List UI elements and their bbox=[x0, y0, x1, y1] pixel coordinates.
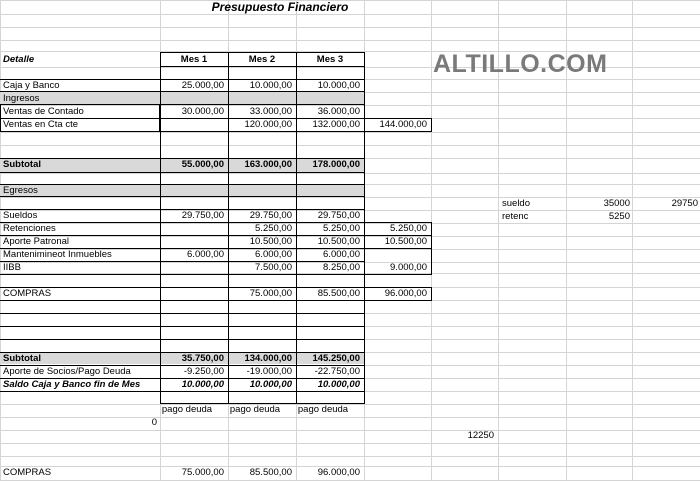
header-mes-3: Mes 3 bbox=[316, 54, 344, 65]
cell-border bbox=[160, 131, 431, 132]
cell-mes-1: -9.250,00 bbox=[183, 366, 224, 377]
zero-value: 0 bbox=[151, 417, 157, 428]
compras-bottom-mes-1: 75.000,00 bbox=[181, 467, 224, 478]
cell-mes-1: 35.750,00 bbox=[181, 353, 224, 364]
sheet-title: Presupuesto Financiero bbox=[211, 0, 349, 14]
cell-border bbox=[0, 391, 364, 392]
row-label: Sueldos bbox=[3, 210, 38, 221]
cell-mes-3: 36.000,00 bbox=[317, 106, 360, 117]
cell-mes-2: 163.000,00 bbox=[244, 159, 292, 170]
cell-mes-1: 6.000,00 bbox=[187, 249, 224, 260]
cell-mes-3: 145.250,00 bbox=[312, 353, 360, 364]
row-label: Egresos bbox=[3, 185, 38, 196]
cell-mes-4: 5.250,00 bbox=[390, 223, 427, 234]
grid-col-line bbox=[0, 0, 1, 480]
cell-mes-3: 5.250,00 bbox=[323, 223, 360, 234]
grid-row-line bbox=[0, 173, 700, 174]
row-label: Mantenimineot Inmuebles bbox=[3, 249, 112, 260]
row-label: Caja y Banco bbox=[3, 80, 60, 91]
cell-border bbox=[0, 172, 364, 173]
row-label: Saldo Caja y Banco fin de Mes bbox=[3, 379, 141, 390]
row-label: IIBB bbox=[3, 262, 21, 273]
row-label: Ventas de Contado bbox=[3, 106, 84, 117]
grid-row-line bbox=[0, 456, 700, 457]
sueldo-value: 35000 bbox=[603, 198, 630, 209]
pago-deuda-1: pago deuda bbox=[161, 404, 213, 415]
grid-row-line bbox=[0, 443, 700, 444]
cell-mes-3: 132.000,00 bbox=[312, 119, 360, 130]
cell-mes-3: 10.000,00 bbox=[317, 379, 360, 390]
retenc-value: 5250 bbox=[608, 211, 630, 222]
grid-row-line bbox=[0, 40, 700, 41]
cell-mes-1: 55.000,00 bbox=[181, 159, 224, 170]
cell-mes-3: 29.750,00 bbox=[317, 210, 360, 221]
row-label: Aporte Patronal bbox=[3, 236, 70, 247]
cell-mes-2: 75.000,00 bbox=[249, 288, 292, 299]
cell-mes-3: 85.500,00 bbox=[317, 288, 360, 299]
grid-row-line bbox=[0, 14, 700, 15]
cell-mes-4: 144.000,00 bbox=[379, 119, 427, 130]
row-shading bbox=[0, 92, 364, 104]
cell-border bbox=[160, 66, 364, 67]
cell-border bbox=[0, 313, 364, 314]
cell-border bbox=[431, 118, 432, 132]
cell-border bbox=[0, 339, 364, 340]
cell-mes-1: 25.000,00 bbox=[181, 80, 224, 91]
retenc-label: retenc bbox=[502, 211, 529, 222]
pago-deuda-3: pago deuda bbox=[297, 404, 349, 415]
cell-mes-2: -19.000,00 bbox=[246, 366, 292, 377]
cell-mes-3: -22.750,00 bbox=[314, 366, 360, 377]
grid-row-line bbox=[0, 145, 700, 146]
compras-bottom-mes-2: 85.500,00 bbox=[249, 467, 292, 478]
row-label: Aporte de Socios/Pago Deuda bbox=[3, 366, 131, 377]
grid-row-line bbox=[0, 27, 700, 28]
cell-mes-2: 5.250,00 bbox=[255, 223, 292, 234]
header-mes-2: Mes 2 bbox=[248, 54, 276, 65]
cell-mes-3: 178.000,00 bbox=[312, 159, 360, 170]
cell-mes-4: 10.500,00 bbox=[384, 236, 427, 247]
cell-border bbox=[0, 105, 1, 132]
cell-mes-1: 30.000,00 bbox=[181, 106, 224, 117]
grid-col-line bbox=[632, 0, 633, 480]
cell-mes-3: 10.500,00 bbox=[317, 236, 360, 247]
cell-border bbox=[431, 222, 432, 275]
cell-mes-2: 7.500,00 bbox=[255, 262, 292, 273]
cell-mes-2: 10.000,00 bbox=[249, 80, 292, 91]
cell-border bbox=[160, 104, 364, 105]
grid-row-line bbox=[0, 430, 700, 431]
row-label: Subtotal bbox=[3, 353, 41, 364]
row-shading bbox=[0, 184, 364, 196]
compras-bottom-label: COMPRAS bbox=[3, 467, 52, 478]
cell-mes-3: 6.000,00 bbox=[323, 249, 360, 260]
cell-border bbox=[0, 326, 364, 327]
cell-mes-2: 134.000,00 bbox=[244, 353, 292, 364]
cell-border bbox=[0, 300, 431, 301]
cell-mes-2: 120.000,00 bbox=[244, 119, 292, 130]
cell-mes-2: 33.000,00 bbox=[249, 106, 292, 117]
row-label: Ventas en Cta cte bbox=[3, 119, 78, 130]
cell-border bbox=[0, 184, 364, 185]
cell-border bbox=[0, 196, 364, 197]
sueldo-label: sueldo bbox=[502, 198, 530, 209]
grid-row-line bbox=[0, 132, 700, 133]
cell-border bbox=[0, 274, 431, 275]
cell-border bbox=[160, 52, 364, 53]
header-detalle: Detalle bbox=[3, 54, 35, 65]
row-label: Retenciones bbox=[3, 223, 56, 234]
compras-bottom-mes-3: 96.000,00 bbox=[317, 467, 360, 478]
sueldo-net-value: 29750 bbox=[671, 198, 698, 209]
cell-mes-4: 96.000,00 bbox=[384, 288, 427, 299]
header-mes-1: Mes 1 bbox=[180, 54, 208, 65]
row-label: Ingresos bbox=[3, 93, 40, 104]
pago-deuda-2: pago deuda bbox=[229, 404, 281, 415]
cell-mes-2: 6.000,00 bbox=[255, 249, 292, 260]
cell-mes-3: 8.250,00 bbox=[323, 262, 360, 273]
row-label: Subtotal bbox=[3, 159, 41, 170]
cell-mes-3: 10.000,00 bbox=[317, 80, 360, 91]
row-label: COMPRAS bbox=[3, 288, 52, 299]
altillo-watermark: ALTILLO.COM bbox=[433, 50, 608, 78]
cell-mes-4: 9.000,00 bbox=[390, 262, 427, 273]
cell-mes-2: 10.500,00 bbox=[249, 236, 292, 247]
value-12250: 12250 bbox=[467, 430, 494, 441]
cell-mes-2: 29.750,00 bbox=[249, 210, 292, 221]
grid-row-line bbox=[0, 404, 700, 405]
cell-border bbox=[0, 131, 160, 132]
cell-mes-1: 10.000,00 bbox=[181, 379, 224, 390]
cell-border bbox=[431, 287, 432, 301]
cell-mes-1: 29.750,00 bbox=[181, 210, 224, 221]
cell-mes-2: 10.000,00 bbox=[249, 379, 292, 390]
